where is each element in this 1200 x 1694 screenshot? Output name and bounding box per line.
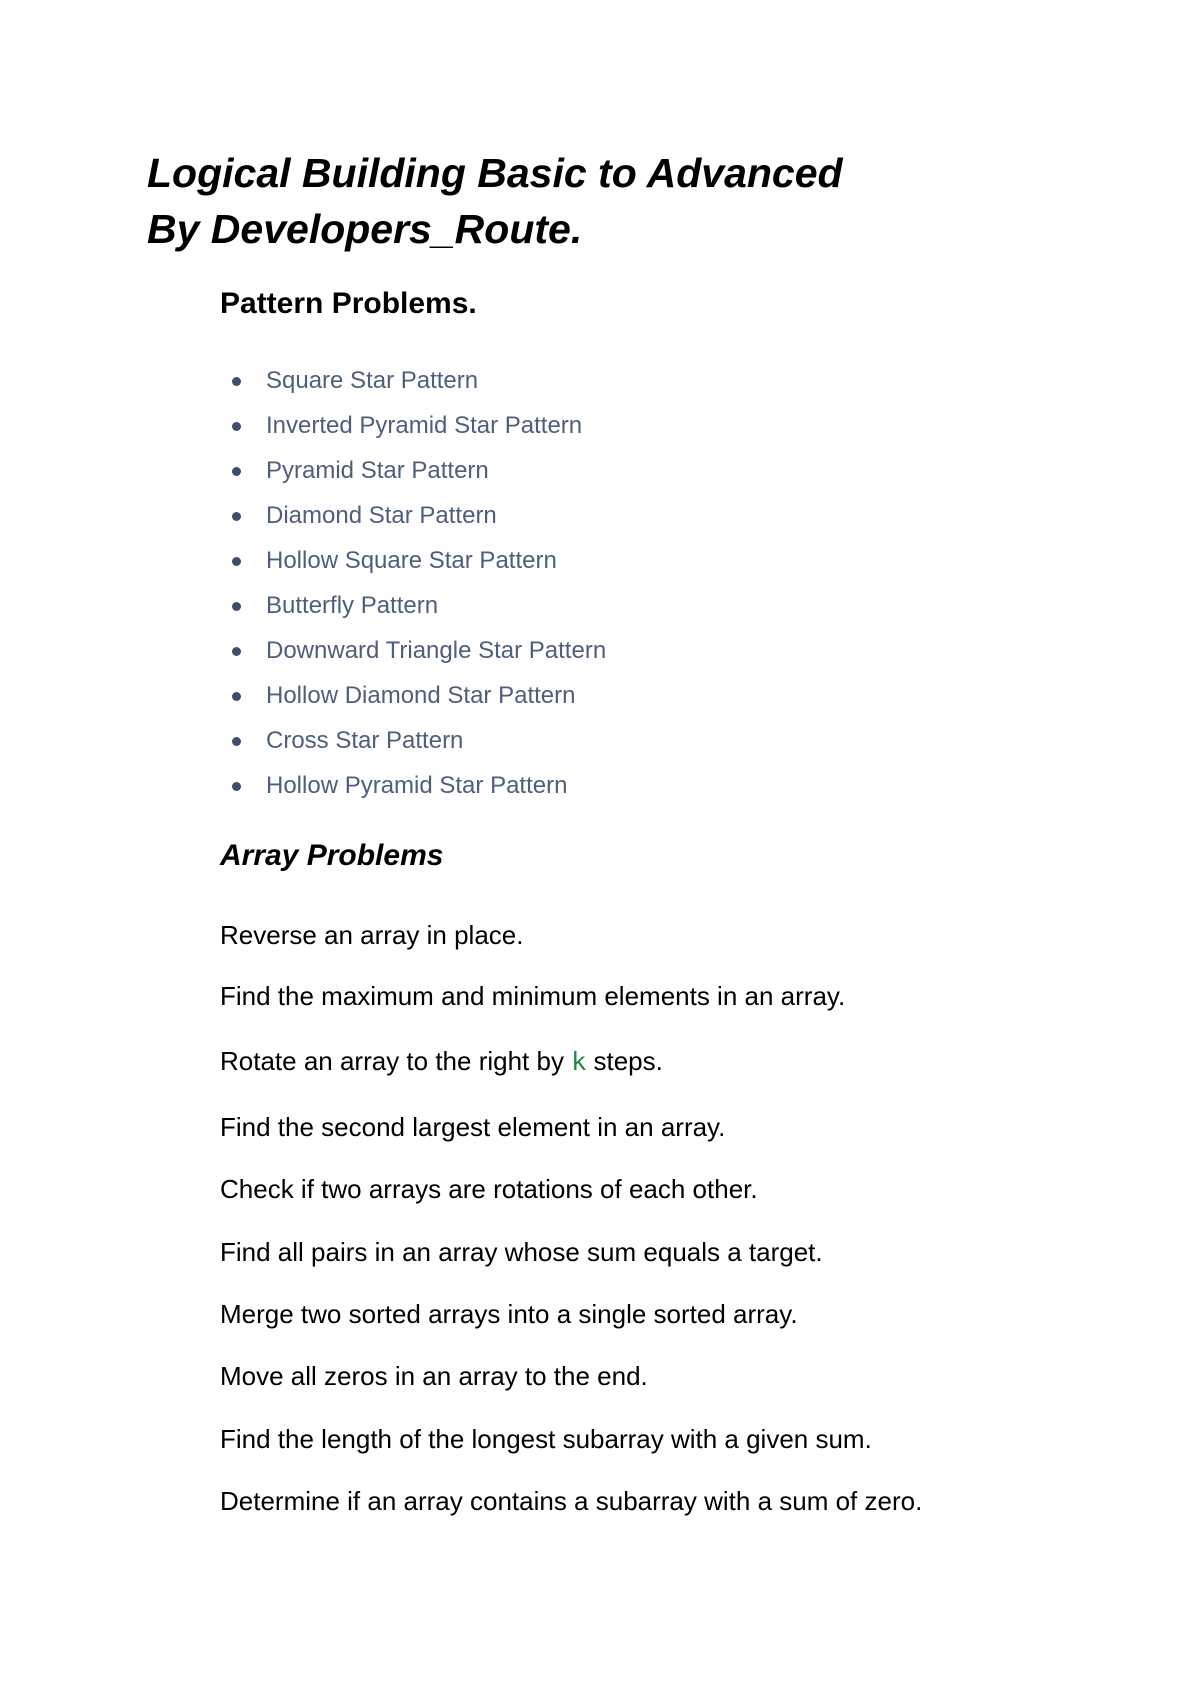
pattern-list-item xyxy=(230,364,606,409)
pattern-list-item xyxy=(230,499,606,544)
pattern-list-item xyxy=(230,544,606,589)
bullet-icon xyxy=(232,782,241,791)
pattern-item-label: Diamond Star Pattern xyxy=(266,502,497,529)
inline-code: k xyxy=(571,1047,587,1076)
pattern-item-label: Hollow Diamond Star Pattern xyxy=(266,682,576,709)
array-problem-item xyxy=(220,1044,922,1079)
array-item-text: Rotate an array to the right by xyxy=(220,1046,572,1076)
array-problem-item: Find all pairs in an array whose sum equals a target. xyxy=(220,1237,823,1267)
pattern-list-item xyxy=(230,409,606,454)
bullet-icon xyxy=(232,692,241,701)
bullet-icon xyxy=(232,737,241,746)
pattern-item-label: Pyramid Star Pattern xyxy=(266,457,489,484)
array-problem-item: Determine if an array contains a subarray with a sum of zero. xyxy=(220,1486,923,1516)
pattern-item-label: Square Star Pattern xyxy=(266,367,479,394)
bullet-icon xyxy=(232,647,241,656)
bullet-icon xyxy=(232,467,241,476)
bullet-icon xyxy=(232,557,241,566)
array-problem-item: Find the second largest element in an array. xyxy=(220,1112,726,1142)
array-problem-item: Reverse an array in place. xyxy=(220,920,524,950)
pattern-item-label: Butterfly Pattern xyxy=(266,592,439,619)
title-line-1: Logical Building Basic to Advanced xyxy=(147,150,843,196)
bullet-icon xyxy=(232,512,241,521)
array-problem-item: Find the maximum and minimum elements in an array. xyxy=(220,981,846,1011)
pattern-item-label: Inverted Pyramid Star Pattern xyxy=(266,412,583,439)
pattern-problems-list xyxy=(230,364,606,814)
array-problem-item: Find the length of the longest subarray with a given sum. xyxy=(220,1424,872,1454)
array-problem-item: Check if two arrays are rotations of each other. xyxy=(220,1174,758,1204)
pattern-list-item xyxy=(230,769,606,814)
pattern-list-item xyxy=(230,679,606,724)
bullet-icon xyxy=(232,602,241,611)
array-item-text: steps. xyxy=(586,1046,663,1076)
pattern-item-label: Downward Triangle Star Pattern xyxy=(266,637,607,664)
pattern-problems-heading: Pattern Problems. xyxy=(220,287,477,320)
document-title xyxy=(147,145,843,257)
bullet-icon xyxy=(232,377,241,386)
array-problems-list xyxy=(220,918,922,1518)
array-problems-heading: Array Problems xyxy=(220,839,444,872)
title-line-2: By Developers_Route. xyxy=(147,206,583,252)
pattern-list-item xyxy=(230,724,606,769)
array-problem-item: Move all zeros in an array to the end. xyxy=(220,1361,648,1391)
pattern-item-label: Hollow Pyramid Star Pattern xyxy=(266,772,568,799)
bullet-icon xyxy=(232,422,241,431)
pattern-item-label: Hollow Square Star Pattern xyxy=(266,547,557,574)
pattern-item-label: Cross Star Pattern xyxy=(266,727,464,754)
array-problem-item: Merge two sorted arrays into a single sorted array. xyxy=(220,1299,798,1329)
pattern-list-item xyxy=(230,589,606,634)
pattern-list-item xyxy=(230,454,606,499)
pattern-list-item xyxy=(230,634,606,679)
